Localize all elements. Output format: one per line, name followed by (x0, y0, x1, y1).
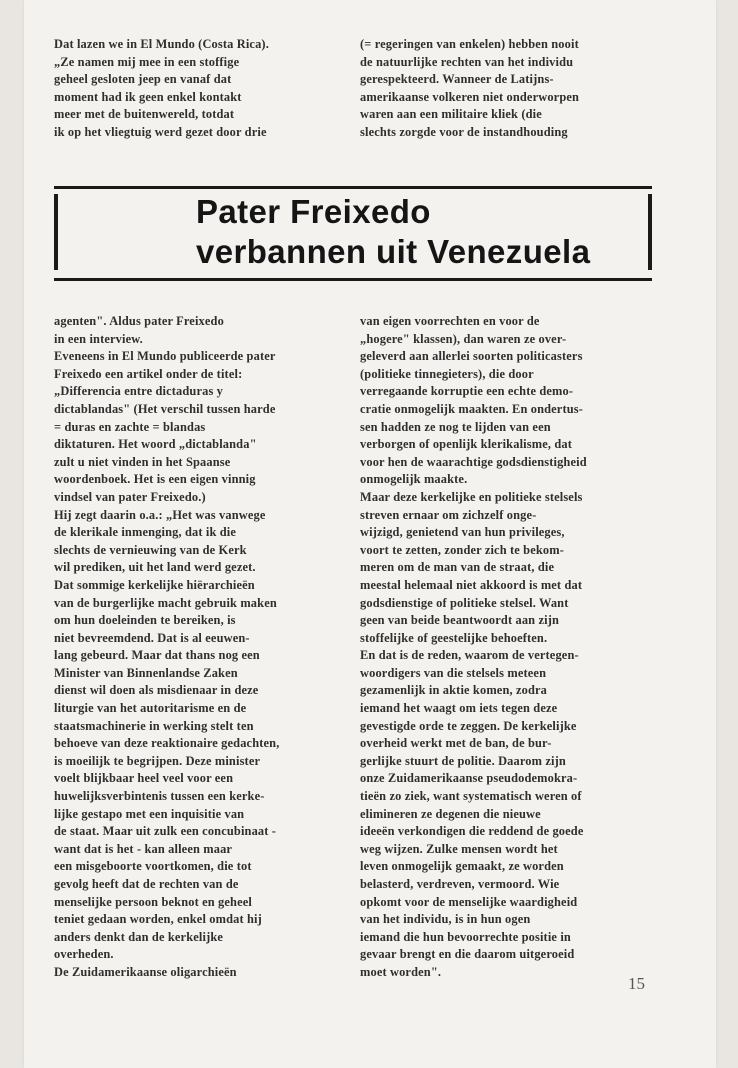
text-line: dictablandas" (Het verschil tussen harde (54, 401, 276, 416)
text-line: geleverd aan allerlei soorten politicasters (360, 349, 583, 364)
text-line: En dat is de reden, waarom de vertegen- (360, 648, 579, 663)
text-line: belasterd, verdreven, vermoord. Wie (360, 877, 560, 891)
text-line: huwelijksverbintenis tussen een kerke- (54, 789, 265, 804)
text-line: om hun doeleinden te bereiken, is (54, 613, 236, 628)
text-line: weg wijzen. Zulke mensen wordt het (360, 841, 558, 856)
bottom-right-column (360, 313, 668, 982)
text-line: = duras en zachte = blandas (54, 419, 206, 434)
text-line: van eigen voorrechten en voor de (360, 314, 540, 328)
text-line: want dat is het - kan alleen maar (54, 841, 233, 856)
text-line: waren aan een militaire kliek (die (360, 107, 542, 122)
top-right-column (360, 36, 660, 142)
text-line: geen van beide beantwoordt aan zijn (360, 613, 560, 628)
text-line: van de burgerlijke macht gebruik maken (54, 595, 277, 610)
text-line: iemand het waagt om iets tegen deze (360, 701, 558, 716)
headline-line-1: Pater Freixedo (196, 193, 431, 230)
text-line: gerlijke stuurt de politie. Daarom zijn (360, 753, 566, 768)
text-line: slechts de vernieuwing van de Kerk (54, 542, 247, 557)
text-line: zult u niet vinden in het Spaanse (54, 454, 231, 469)
top-left-column (54, 36, 354, 142)
text-line: moment had ik geen enkel kontakt (54, 89, 242, 104)
bottom-left-column (54, 313, 359, 982)
page-number: 15 (628, 974, 645, 993)
headline-left-bar (54, 194, 58, 270)
text-line: (= regeringen van enkelen) hebben nooit (360, 37, 579, 51)
text-line: agenten". Aldus pater Freixedo (54, 314, 224, 328)
text-line: liturgie van het autoritarisme en de (54, 701, 247, 716)
text-line: cratie onmogelijk maakten. En ondertus- (360, 401, 584, 416)
text-line: woordigers van die stelsels meteen (360, 665, 547, 680)
text-line: verborgen of openlijk klerikalisme, dat (360, 437, 573, 452)
text-line: verregaande korruptie een echte demo- (360, 384, 574, 399)
text-line: onze Zuidamerikaanse pseudodemokra- (360, 771, 578, 786)
text-line: niet bevreemdend. Dat is al eeuwen- (54, 630, 250, 645)
text-line: teniet gedaan worden, enkel omdat hij (54, 912, 262, 927)
text-line: gevolg heeft dat de rechten van de (54, 877, 239, 891)
headline-right-bar (648, 194, 652, 270)
text-line: staatsmachinerie in werking stelt ten (54, 718, 254, 733)
text-line: (politieke tinnegieters), die door (360, 366, 534, 381)
text-line: De Zuidamerikaanse oligarchieën (54, 964, 237, 979)
text-line: wijzigd, genietend van hun privileges, (360, 525, 565, 540)
text-line: „Differencia entre dictaduras y (54, 384, 224, 399)
text-line: gerespekteerd. Wanneer de Latijns- (360, 72, 554, 87)
text-line: meestal helemaal niet akkoord is met dat (360, 577, 583, 592)
text-line: de staat. Maar uit zulk een concubinaat - (54, 824, 277, 839)
text-line: opkomt voor de menselijke waardigheid (360, 894, 578, 909)
text-line: in een interview. (54, 331, 143, 346)
headline-line-2: verbannen uit Venezuela (196, 233, 591, 270)
text-line: Hij zegt daarin o.a.: „Het was vanwege (54, 507, 266, 522)
text-line: godsdienstige of politieke stelsel. Want (360, 595, 569, 610)
text-line: een misgeboorte voortkomen, die tot (54, 859, 252, 874)
text-line: Eveneens in El Mundo publiceerde pater (54, 349, 276, 364)
text-line: Maar deze kerkelijke en politieke stelsels (360, 489, 583, 504)
text-line: stoffelijke of geestelijke behoeften. (360, 630, 548, 645)
headline-box (54, 186, 652, 280)
text-line: elimineren ze degenen die nieuwe (360, 806, 541, 821)
text-line: gezamenlijk in aktie komen, zodra (360, 683, 548, 698)
text-line: menselijke persoon beknot en geheel (54, 894, 252, 909)
text-line: de natuurlijke rechten van het individu (360, 54, 574, 69)
text-line: geheel gesloten jeep en vanaf dat (54, 72, 232, 87)
text-line: voor hen de waarachtige godsdienstigheid (360, 454, 587, 469)
text-line: is moeilijk te begrijpen. Deze minister (54, 753, 261, 768)
text-line: „Ze namen mij mee in een stoffige (54, 54, 240, 69)
text-line: gevaar brengt en die daarom uitgeroeid (360, 947, 575, 962)
text-line: vindsel van pater Freixedo.) (54, 489, 206, 504)
text-line: wil prediken, uit het land werd gezet. (54, 560, 256, 575)
text-line: sen hadden ze nog te lijden van een (360, 419, 551, 434)
text-line: gevestigde orde te zeggen. De kerkelijke (360, 718, 577, 733)
text-line: lang gebeurd. Maar dat thans nog een (54, 648, 260, 663)
text-line: ik op het vliegtuig werd gezet door drie (54, 124, 267, 139)
text-line: „hogere" klassen), dan waren ze over- (360, 331, 567, 346)
text-line: van het individu, is in hun ogen (360, 912, 531, 927)
text-line: de klerikale inmenging, dat ik die (54, 525, 237, 540)
text-line: onmogelijk maakte. (360, 472, 468, 487)
text-line: Dat sommige kerkelijke hiërarchieën (54, 577, 255, 592)
text-line: slechts zorgde voor de instandhouding (360, 124, 568, 139)
text-line: anders denkt dan de kerkelijke (54, 929, 224, 944)
headline-bottom-rule (54, 278, 652, 284)
text-line: Freixedo een artikel onder de titel: (54, 366, 243, 381)
text-line: iemand die hun bevoorrechte positie in (360, 929, 571, 944)
text-line: lijke gestapo met een inquisitie van (54, 806, 245, 821)
text-line: diktaturen. Het woord „dictablanda" (54, 437, 257, 452)
text-line: woordenboek. Het is een eigen vinnig (54, 472, 256, 487)
text-line: tieën zo ziek, want systematisch weren of (360, 789, 582, 804)
text-line: meren om de man van de straat, die (360, 560, 555, 575)
text-line: dienst wil doen als misdienaar in deze (54, 683, 259, 698)
text-line: meer met de buitenwereld, totdat (54, 107, 235, 122)
text-line: moet worden". (360, 964, 442, 979)
text-line: Dat lazen we in El Mundo (Costa Rica). (54, 37, 269, 51)
text-line: behoeve van deze reaktionaire gedachten, (54, 736, 280, 751)
text-line: overheden. (54, 947, 114, 962)
text-line: voelt blijkbaar heel veel voor een (54, 771, 234, 786)
text-line: leven onmogelijk gemaakt, ze worden (360, 859, 564, 874)
text-line: Minister van Binnenlandse Zaken (54, 665, 238, 680)
text-line: ideeën verkondigen die reddend de goede (360, 824, 584, 839)
text-line: voort te zetten, zonder zich te bekom- (360, 542, 564, 557)
text-line: amerikaanse volkeren niet onderworpen (360, 89, 580, 104)
text-line: streven ernaar om zichzelf onge- (360, 507, 537, 522)
magazine-page (24, 0, 716, 1068)
headline (196, 192, 636, 272)
text-line: overheid werkt met de ban, de bur- (360, 736, 552, 751)
